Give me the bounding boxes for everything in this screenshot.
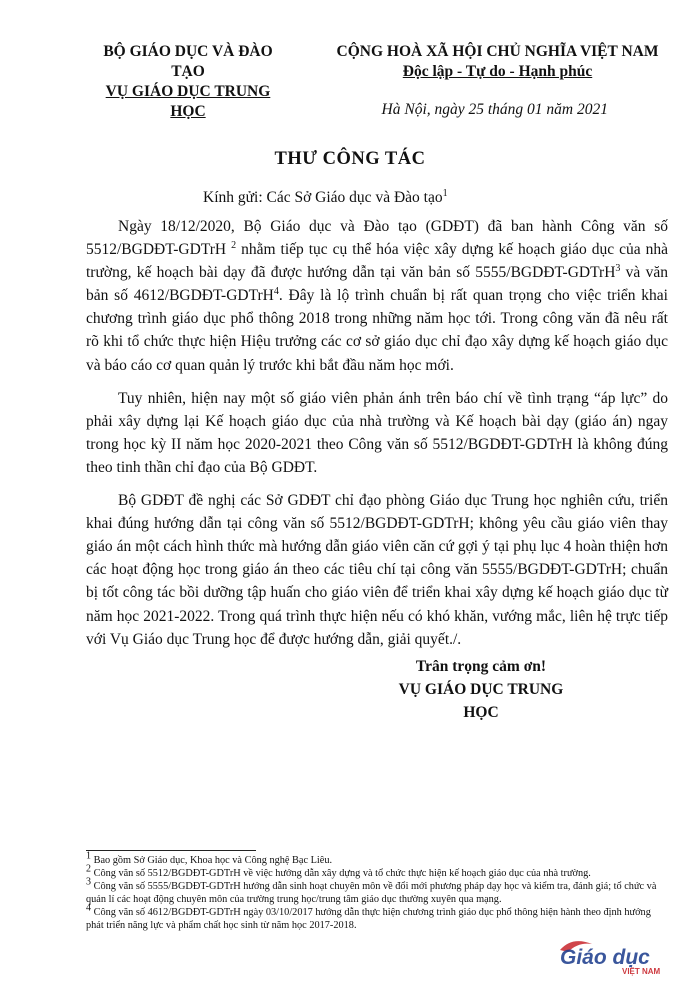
issuer-header — [88, 42, 288, 122]
watermark-brand: Giáo dục — [560, 946, 650, 969]
closing-thanks: Trân trọng cảm ơn! — [415, 658, 547, 675]
country-name: CỘNG HOÀ XÃ HỘI CHỦ NGHĨA VIỆT NAM — [336, 43, 659, 60]
signer-name: VỤ GIÁO DỤC TRUNG HỌC — [398, 681, 564, 721]
footnote-number: 1 — [86, 850, 91, 862]
ministry-name: BỘ GIÁO DỤC VÀ ĐÀO TẠO — [103, 43, 273, 80]
footnote-4 — [86, 902, 666, 932]
signature-block — [381, 655, 581, 724]
motto: Độc lập - Tự do - Hạnh phúc — [402, 63, 593, 80]
footnote-2 — [86, 863, 666, 880]
national-motto — [325, 42, 670, 82]
footnotes — [86, 850, 666, 932]
footnote-ref: 2 — [231, 239, 237, 251]
footnote-ref: 4 — [273, 286, 279, 298]
footnote-3 — [86, 876, 666, 906]
footnote-divider — [86, 850, 256, 851]
paragraph-2: Tuy nhiên, hiện nay một số giáo viên phản ánh trên báo chí về tình trạng “áp lực” do phải xây dựng lại Kế hoạch giáo dục của nhà trường và Kế hoạch bài dạy (giáo án) ngay trong học kỳ II năm học 2020-2021 theo Công văn số 5512/BGDĐT-GDTrH là không đúng theo tinh thần chỉ đạo của Bộ GDĐT. — [86, 389, 668, 476]
footnote-1 — [86, 850, 666, 867]
paragraph-1-text: Ngày 18/12/2020, Bộ Giáo dục và Đào tạo (GDĐT) đã ban hành Công văn số 5512/BGDĐT-GDTrH — [86, 218, 668, 259]
date-line: Hà Nội, ngày 25 tháng 01 năm 2021 — [381, 101, 608, 118]
paragraph-1-text: . Đây là lộ trình chuẩn bị rất quan trọng cho việc triển khai chương trình giáo dục phổ thông 2018 trong những năm học tới. Trong công văn đã nêu rất rõ khi tổ chức thực hiện Hiệu trưởng các cơ sở giáo dục chỉ đạo xây dựng kế hoạch giáo dục và báo cáo cơ quan quản lý trước khi bắt đầu năm học mới. — [86, 287, 668, 374]
paragraph-1-text: nhằm tiếp tục cụ thể hóa việc xây dựng kế hoạch giáo dục của nhà trường, kế hoạch bài dạy đã được hướng dẫn tại văn bản số 5555/BGDĐT-GDTrH — [86, 241, 668, 282]
paragraph-1 — [86, 215, 668, 377]
paragraph-1-text: và văn bản số 4612/BGDĐT-GDTrH — [86, 264, 668, 305]
footnote-ref: 1 — [442, 187, 448, 199]
footnote-text: Công văn số 4612/BGDĐT-GDTrH ngày 03/10/2017 hướng dẫn thực hiện chương trình giáo dục phổ thông hiện hành theo định hướng phát triển năng lực và phẩm chất học sinh từ năm học 2017-2018. — [86, 907, 651, 931]
department-name: VỤ GIÁO DỤC TRUNG HỌC — [105, 83, 271, 120]
greeting-text: Kính gửi: Các Sở Giáo dục và Đào tạo — [203, 189, 443, 206]
footnote-text: Công văn số 5555/BGDĐT-GDTrH hướng dẫn sinh hoạt chuyên môn về đổi mới phương pháp dạy học và kiểm tra, đánh giá; tổ chức và quản lí các hoạt động chuyên môn của trường trung học/trung tâm giáo dục thường xuyên qua mạng. — [86, 881, 657, 905]
giaoduc-watermark-logo — [552, 936, 682, 978]
paragraph-3: Bộ GDĐT đề nghị các Sở GDĐT chỉ đạo phòng Giáo dục Trung học nghiên cứu, triển khai đúng hướng dẫn tại công văn số 5512/BGDĐT-GDTrH; không yêu cầu giáo viên thay giáo án một cách hình thức mà hướng dẫn giáo viên căn cứ gợi ý tại phụ lục 4 hoàn thiện hơn các hoạt động học trong giáo án theo các tiêu chí tại công văn 5555/BGDĐT-GDTrH; chuẩn bị tốt công tác bồi dưỡng tập huấn cho giáo viên để triển khai xây dựng kế hoạch giáo dục từ năm học 2021-2022. Trong quá trình thực hiện nếu có khó khăn, vướng mắc, liên hệ trực tiếp với Vụ Giáo dục Trung học để được hướng dẫn, giải quyết./. — [86, 492, 668, 648]
footnote-number: 4 — [86, 902, 91, 914]
watermark-sub: VIỆT NAM — [622, 967, 661, 976]
document-title: THƯ CÔNG TÁC — [274, 149, 426, 169]
footnote-text: Bao gồm Sở Giáo dục, Khoa học và Công nghệ Bạc Liêu. — [91, 855, 333, 866]
footnote-text: Công văn số 5512/BGDĐT-GDTrH về việc hướng dẫn xây dựng và tổ chức thực hiện kế hoạch giáo dục của nhà trường. — [91, 868, 591, 879]
letter-body — [86, 215, 668, 661]
footnote-number: 3 — [86, 876, 91, 888]
footnote-number: 2 — [86, 863, 91, 875]
footnote-ref: 3 — [615, 263, 621, 275]
greeting — [203, 189, 448, 207]
